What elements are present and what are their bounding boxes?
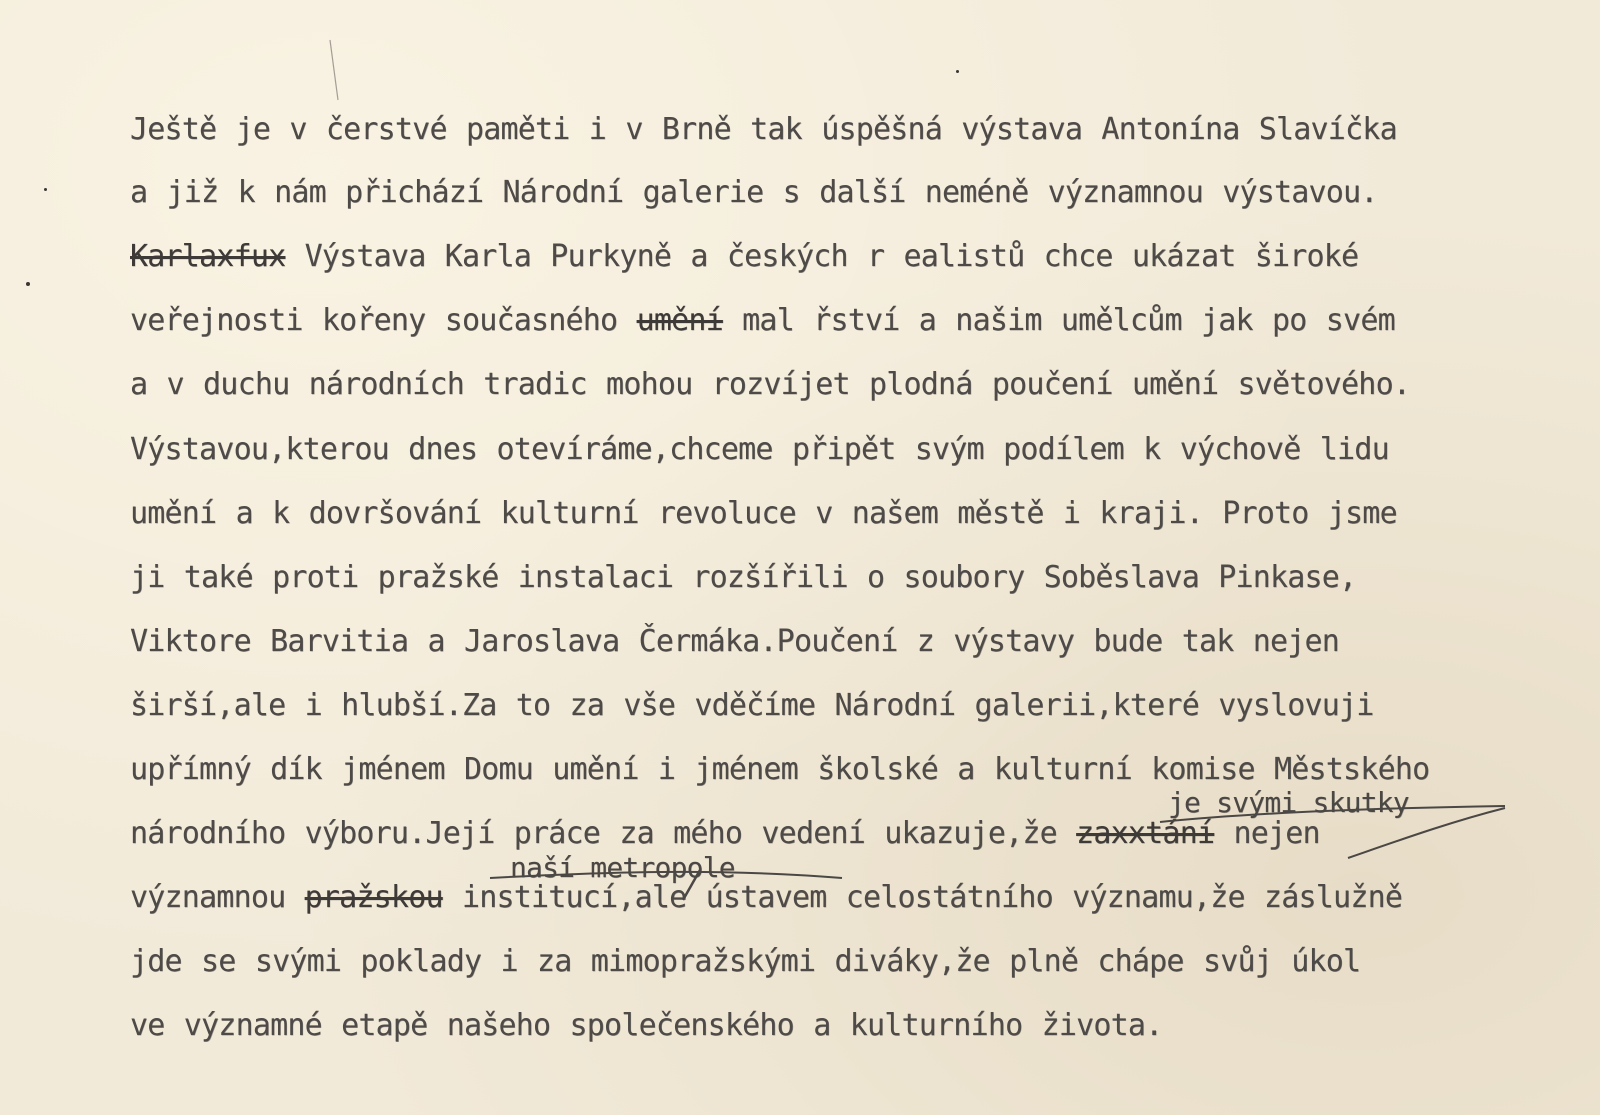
text-line-10: širší,ale i hlubší.Za to za vše vděčíme Národní galerii,které vyslovuji <box>130 688 1374 723</box>
text-line-3 <box>130 237 1358 277</box>
struck-text: zaxxtání <box>1076 816 1215 851</box>
interlinear-insertion: naší metropole <box>510 851 735 884</box>
text-line-11: upřímný dík jménem Domu umění i jménem školské a kulturní komise Městského <box>130 752 1430 787</box>
struck-text: pražskou <box>304 880 443 915</box>
struck-text: umění <box>636 303 723 338</box>
text-line-6: Výstavou,kterou dnes otevíráme,chceme připět svým podílem k výchově lidu <box>130 432 1389 467</box>
text-line-4-start: veřejnosti kořeny současného <box>130 303 637 338</box>
ink-speck <box>44 188 47 191</box>
text-line-9: Viktore Barvitia a Jaroslava Čermáka.Poučení z výstavy bude tak nejen <box>130 624 1340 659</box>
ink-speck <box>26 282 30 286</box>
interlinear-insertion: je svými skutky <box>1168 786 1409 819</box>
text-line-3-rest: Výstava Karla Purkyně a českých r ealistů chce ukázat široké <box>285 239 1359 274</box>
text-line-12 <box>130 814 1320 854</box>
text-line-4-rest: mal řství a našim umělcům jak po svém <box>722 303 1395 338</box>
text-line-12-start: národního výboru.Její práce za mého vedení ukazuje,že <box>130 816 1077 851</box>
ink-speck <box>956 70 959 73</box>
text-line-7: umění a k dovršování kulturní revoluce v našem městě i kraji. Proto jsme <box>130 496 1397 531</box>
text-line-5: a v duchu národních tradic mohou rozvíjet plodná poučení umění světového. <box>130 367 1411 402</box>
text-line-2: a již k nám přichází Národní galerie s další neméně významnou výstavou. <box>130 175 1378 210</box>
text-line-8: ji také proti pražské instalaci rozšířili o soubory Soběslava Pinkase, <box>130 560 1357 595</box>
pen-stroke <box>330 40 338 100</box>
text-line-15: ve významné etapě našeho společenského a kulturního života. <box>130 1008 1163 1043</box>
text-line-4 <box>130 301 1395 341</box>
text-line-12-rest: nejen <box>1214 816 1320 851</box>
text-line-13 <box>130 878 1402 918</box>
struck-text: Karlaxfux <box>130 239 286 274</box>
text-line-13-rest: institucí,ale ústavem celostátního významu,že záslužně <box>442 880 1403 915</box>
text-line-13-start: významnou <box>130 880 305 915</box>
text-line-1: Ještě je v čerstvé paměti i v Brně tak úspěšná výstava Antonína Slavíčka <box>130 112 1397 147</box>
text-line-14: jde se svými poklady i za mimopražskými diváky,že plně chápe svůj úkol <box>130 944 1361 979</box>
